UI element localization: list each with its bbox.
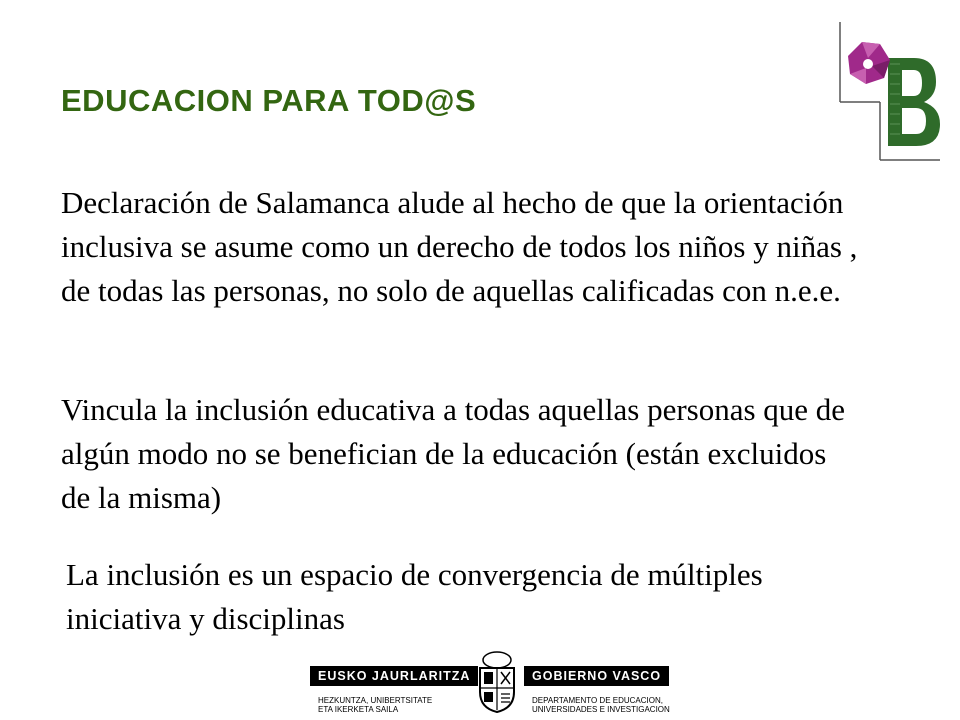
footer-left-sub-line-1: HEZKUNTZA, UNIBERTSITATE bbox=[318, 696, 433, 705]
paragraph-convergencia: La inclusión es un espacio de convergencia de múltiples iniciativa y disciplinas bbox=[66, 557, 763, 636]
footer-right-sub-line-1: DEPARTAMENTO DE EDUCACION, bbox=[532, 696, 663, 705]
footer-right-subtitle bbox=[532, 696, 670, 714]
footer-left-label: EUSKO JAURLARITZA bbox=[310, 666, 478, 686]
footer-left-sub-line-2: ETA IKERKETA SAILA bbox=[318, 705, 399, 714]
footer-left-subtitle bbox=[318, 696, 432, 714]
footer-right-label: GOBIERNO VASCO bbox=[524, 666, 669, 686]
slide-title: EDUCACION PARA TOD@S bbox=[61, 83, 477, 118]
paragraph-salamanca: Declaración de Salamanca alude al hecho de que la orientación inclusiva se asume como un derecho de todos los niños y niñas , de todas las personas, no solo de aquellas calificadas con n.e.e. bbox=[61, 185, 858, 308]
paragraph-vincula: Vincula la inclusión educativa a todas aquellas personas que de algún modo no se benefician de la educación (están excluidos de la misma) bbox=[61, 392, 846, 515]
footer-government-logo bbox=[300, 648, 700, 720]
berritzegune-b-logo-icon bbox=[836, 22, 940, 162]
basque-government-crest-icon bbox=[472, 650, 522, 714]
footer-right-sub-line-2: UNIVERSIDADES E INVESTIGACION bbox=[532, 705, 670, 714]
